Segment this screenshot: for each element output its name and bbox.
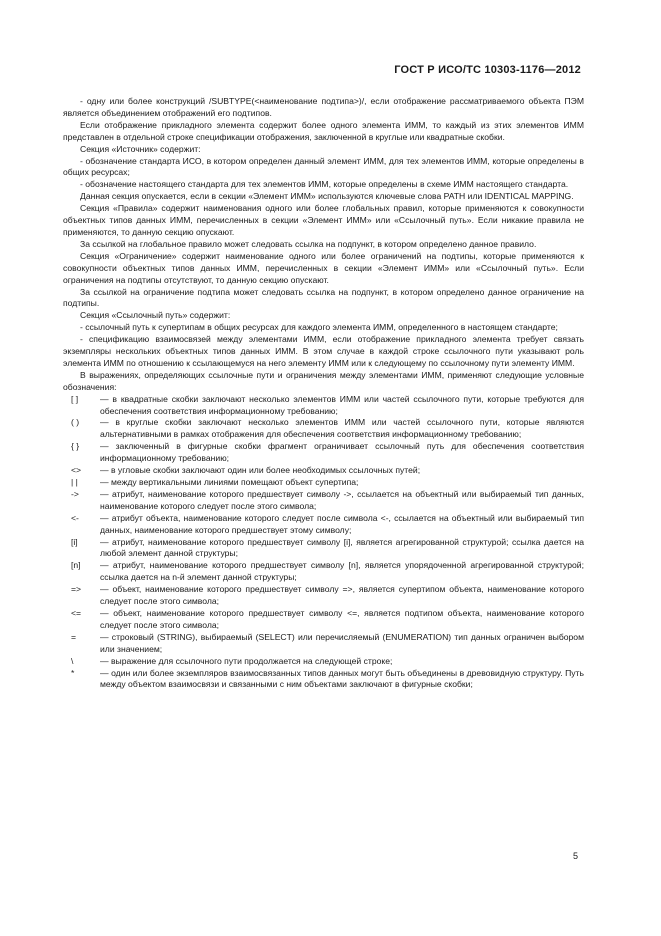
notation-item: [63, 584, 584, 608]
notation-item: [63, 668, 584, 692]
notation-text: — один или более экземпляров взаимосвязанных типов данных могут быть объединены в древовидную структуру. Путь между объектом взаимосвязи и связанными с ним объектами заключают в фигурные скобки;: [100, 667, 584, 690]
notation-item: [63, 394, 584, 418]
notation-text: — объект, наименование которого предшествует символу <=, является подтипом объекта, наименование которого следует после этого символа;: [100, 607, 584, 630]
notation-symbol: =: [71, 631, 77, 642]
notation-symbol: <=: [71, 607, 82, 618]
paragraph: - ссылочный путь к супертипам в общих ресурсах для каждого элемента ИММ, определенного в настоящем стандарте;: [80, 322, 558, 333]
notation-symbol: ( ): [71, 417, 80, 428]
notation-symbol: [i]: [71, 536, 78, 547]
notation-text: — в квадратные скобки заключают несколько элементов ИММ или частей ссылочного пути, которые требуются для обеспечения соответствия информационному требованию;: [100, 393, 584, 416]
paragraph: За ссылкой на глобальное правило может следовать ссылка на подпункт, в котором определено данное правило.: [80, 238, 537, 249]
notation-item: [63, 608, 584, 632]
notation-symbol: { }: [71, 441, 80, 452]
notation-symbol: \: [71, 655, 74, 666]
paragraph: - обозначение настоящего стандарта для тех элементов ИММ, которые определены в схеме ИММ настоящего стандарта.: [80, 179, 569, 190]
notation-text: — в угловые скобки заключают один или более необходимых ссылочных путей;: [100, 465, 421, 476]
notation-symbol: <-: [71, 512, 79, 523]
paragraph: Данная секция опускается, если в секции «Элемент ИММ» используются ключевые слова PATH или IDENTICAL MAPPING.: [80, 191, 574, 202]
notation-item: [63, 537, 584, 561]
notation-item: [63, 465, 584, 477]
notation-symbol: | |: [71, 477, 78, 487]
paragraph: Если отображение прикладного элемента содержит более одного элемента ИММ, то каждый из этих элементов ИММ представлен в отдельной строке спецификации отображения, заключенной в круглые или квадратные скобки.: [63, 119, 584, 142]
paragraph: За ссылкой на ограничение подтипа может следовать ссылка на подпункт, в котором определено данное ограничение на подтипы.: [63, 286, 584, 309]
notation-text: — атрибут, наименование которого предшествует символу ->, ссылается на объектный или выбираемый тип данных, наименование которого следует после этого символа;: [100, 488, 584, 511]
notation-item: [63, 417, 584, 441]
notation-text: — в круглые скобки заключают несколько элементов ИММ или частей ссылочного пути, которые являются альтернативными в рамках отображения для обеспечения соответствия информационному требованию;: [100, 417, 584, 440]
notation-text: — между вертикальными линиями помещают объект супертипа;: [100, 477, 359, 487]
paragraph: Секция «Ограничение» содержит наименование одного или более ограничений на подтипы, которые применяются к совокупности объектных типов данных ИММ, перечисленных в секции «Элемент ИММ» или «Ссылочный путь». Если ограничения на подтипы отсутствуют, то данную секцию опускают.: [63, 250, 584, 285]
document-body: [63, 96, 584, 691]
paragraph: Секция «Ссылочный путь» содержит:: [80, 310, 231, 321]
notation-text: — атрибут, наименование которого предшествует символу [i], является агрегированной структурой; ссылка дается на любой элемент данной структуры;: [100, 536, 584, 559]
paragraph: - обозначение стандарта ИСО, в котором определен данный элемент ИММ, для тех элементов ИММ, которые определены в общих ресурсах;: [63, 155, 584, 178]
paragraph: Секция «Правила» содержит наименования одного или более глобальных правил, которые применяются к совокупности объектных типов данных ИММ, перечисленных в секции «Элемент ИММ» или «Ссылочный путь». Если никакие правила не применяются, то данную секцию опускают.: [63, 203, 584, 237]
notation-symbol: *: [71, 667, 75, 678]
notation-text: — объект, наименование которого предшествует символу =>, является супертипом объекта, наименование которого следует после этого символа;: [100, 584, 584, 607]
document-header: ГОСТ Р ИСО/ТС 10303-1176—2012: [394, 64, 581, 76]
paragraph: Секция «Источник» содержит:: [80, 143, 201, 154]
notation-item: [63, 513, 584, 537]
notation-item: [63, 560, 584, 584]
paragraph: - спецификацию взаимосвязей между элементами ИММ, если отображение прикладного элемента требует связать экземпляры нескольких объектных типов данных ИММ. В этом случае в каждой строке ссылочного пути указывают роль элемента ИММ по отношению к ссылающемуся на него элементу ИММ или к следующему по ссылочному пути элементу ИММ.: [63, 334, 584, 368]
paragraph: - одну или более конструкций /SUBTYPE(<наименование подтипа>)/, если отображение рассматриваемого объекта ПЭМ является объединением отображений его подтипов.: [63, 96, 584, 118]
notation-text: — атрибут объекта, наименование которого следует после символа <-, ссылается на объектный или выбираемый тип данных, наименование которого предшествует этому символу;: [100, 512, 584, 535]
page-number: 5: [572, 851, 578, 861]
notation-symbol: ->: [71, 488, 79, 499]
notation-text: — заключенный в фигурные скобки фрагмент ограничивает ссылочный путь для обеспечения соответствия информационному требованию;: [100, 441, 584, 464]
notation-symbol: <>: [71, 465, 82, 476]
notation-item: [63, 489, 584, 513]
notation-text: — атрибут, наименование которого предшествует символу [n], является упорядоченной агрегированной структурой; ссылка дается на n-й элемент данной структуры;: [100, 560, 584, 583]
notation-text: — строковый (STRING), выбираемый (SELECT) или перечисляемый (ENUMERATION) тип данных ограничен выбором или значением;: [100, 631, 584, 654]
paragraph: В выражениях, определяющих ссылочные пути и ограничения между элементами ИММ, применяют следующие условные обозначения:: [63, 369, 584, 392]
notation-text: — выражение для ссылочного пути продолжается на следующей строке;: [100, 655, 393, 666]
notation-symbol: =>: [71, 584, 82, 595]
notation-item: [63, 477, 584, 489]
notation-symbol: [ ]: [71, 393, 79, 404]
notation-symbol: [n]: [71, 560, 81, 571]
notation-item: [63, 632, 584, 656]
notation-item: [63, 441, 584, 465]
notation-item: [63, 656, 584, 668]
